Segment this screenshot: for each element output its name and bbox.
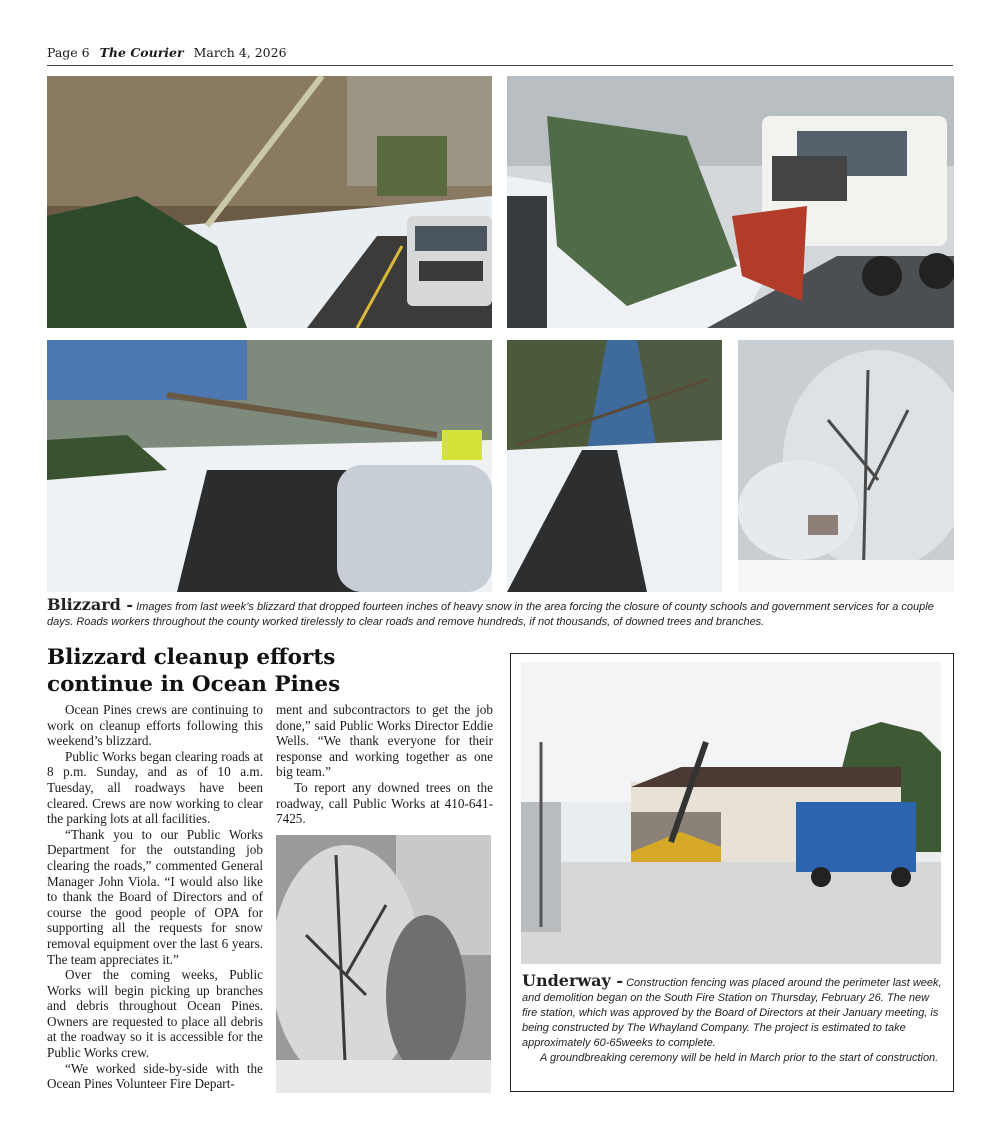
underway-caption-text: Construction fencing was placed around the perimeter last week, and demolition began on the South Fire Station on Thursday, February 26. The new fire station, which was approved by the Board of Directors at their January meeting, is being constructed by The Whayland Company. The project is estimated to take approximately 60-65weeks to complete. bbox=[522, 977, 942, 1049]
truck-road-photo bbox=[47, 76, 492, 328]
article-column-2 bbox=[276, 702, 493, 827]
paragraph: Over the coming weeks, Public Works will begin picking up branches and debris throughout Ocean Pines. Owners are requested to place all debris at the roadway so it is accessible for the Public Works crew. bbox=[47, 967, 263, 1061]
paragraph: Public Works began clearing roads at 8 p.m. Sunday, and as of 10 a.m. Tuesday, all roadways have been cleared. Crews are now working to clear the parking lots at all facilities. bbox=[47, 748, 263, 827]
fallen-tree-photo bbox=[47, 340, 492, 592]
publication-name: The Courier bbox=[99, 45, 184, 60]
issue-date: March 4, 2026 bbox=[193, 45, 287, 60]
headline-line-2: continue in Ocean Pines bbox=[47, 672, 341, 697]
underway-caption-text-2: A groundbreaking ceremony will be held in March prior to the start of construction. bbox=[540, 1052, 939, 1064]
page-number: Page 6 bbox=[47, 45, 90, 60]
underway-caption bbox=[522, 973, 942, 1066]
blizzard-caption-lead: Blizzard - bbox=[47, 595, 134, 614]
paragraph: ment and subcontractors to get the job done,” said Public Works Director Eddie Wells. “We thank everyone for their response and working together as one big team.” bbox=[276, 702, 493, 780]
article-column-1 bbox=[47, 702, 263, 1092]
paragraph: To report any downed trees on the roadway, call Public Works at 410-641-7425. bbox=[276, 779, 493, 827]
page-header bbox=[47, 45, 953, 66]
snowplow-photo bbox=[507, 76, 954, 328]
blizzard-caption-text: Images from last week’s blizzard that dropped fourteen inches of heavy snow in the area forcing the closure of county schools and government services for a couple days. Roads workers throughout the county worked tirelessly to clear roads and remove hundreds, if not thousands, of downed trees and branches. bbox=[47, 601, 934, 628]
construction-site-photo bbox=[521, 662, 941, 964]
article-headline bbox=[47, 644, 347, 698]
snowy-trees-photo bbox=[738, 340, 954, 592]
paragraph: Ocean Pines crews are continuing to work on cleanup efforts following this weekend’s blizzard. bbox=[47, 702, 263, 749]
underway-caption-lead: Underway - bbox=[522, 971, 624, 990]
blizzard-caption bbox=[47, 597, 954, 630]
road-trees-photo bbox=[507, 340, 722, 592]
headline-line-1: Blizzard cleanup efforts bbox=[47, 645, 336, 670]
paragraph: “We worked side-by-side with the Ocean Pines Volunteer Fire Depart- bbox=[47, 1060, 263, 1092]
snow-laden-trees-photo bbox=[276, 835, 491, 1093]
paragraph: “Thank you to our Public Works Department for the outstanding job clearing the roads,” commented General Manager John Viola. “I would also like to thank the Board of Directors and of course the good people of OPA for supporting all the requests for snow removal equipment over the last 6 years. The team appreciates it.” bbox=[47, 826, 263, 967]
